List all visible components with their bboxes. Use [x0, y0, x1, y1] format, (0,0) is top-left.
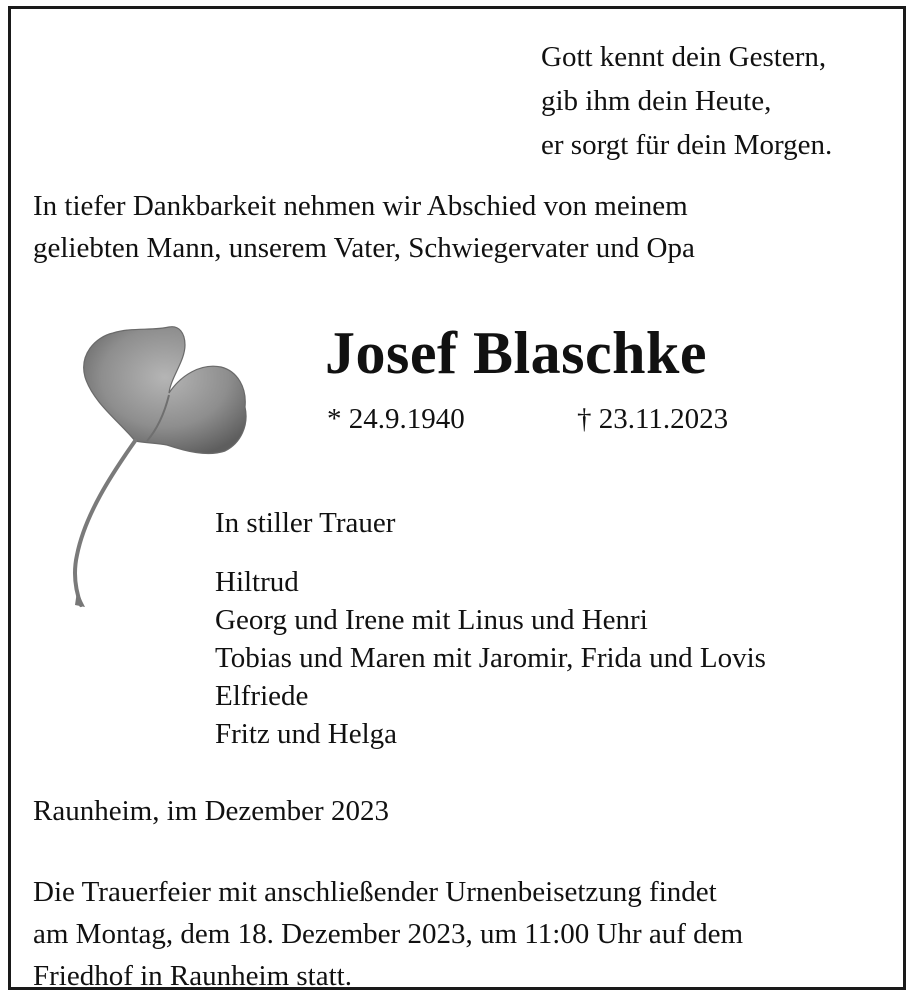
- intro-line: geliebten Mann, unserem Vater, Schwiegervater und Opa: [33, 232, 695, 264]
- ceremony-line: am Montag, dem 18. Dezember 2023, um 11:00 Uhr auf dem: [33, 918, 744, 950]
- obituary-notice: [8, 6, 906, 990]
- motto-line: er sorgt für dein Morgen.: [541, 129, 833, 161]
- birth-date: * 24.9.1940: [327, 403, 465, 435]
- motto: [541, 35, 832, 167]
- death-date: † 23.11.2023: [577, 403, 729, 435]
- family-member: Hiltrud: [215, 566, 299, 598]
- deceased-name: Josef Blaschke: [325, 320, 707, 386]
- mourning-heading: In stiller Trauer: [215, 507, 396, 539]
- intro-line: In tiefer Dankbarkeit nehmen wir Abschied von meinem: [33, 190, 688, 222]
- family-list: [215, 563, 766, 753]
- intro-text: [33, 185, 695, 269]
- motto-line: gib ihm dein Heute,: [541, 85, 772, 117]
- family-member: Elfriede: [215, 680, 309, 712]
- ceremony-line: Die Trauerfeier mit anschließender Urnenbeisetzung findet: [33, 876, 717, 908]
- family-member: Fritz und Helga: [215, 718, 398, 750]
- ceremony-info: [33, 871, 743, 997]
- life-dates: [327, 403, 729, 436]
- ceremony-line: Friedhof in Raunheim statt.: [33, 960, 352, 992]
- family-member: Georg und Irene mit Linus und Henri: [215, 604, 648, 636]
- family-member: Tobias und Maren mit Jaromir, Frida und Lovis: [215, 642, 766, 674]
- place-date: Raunheim, im Dezember 2023: [33, 795, 389, 827]
- motto-line: Gott kennt dein Gestern,: [541, 41, 827, 73]
